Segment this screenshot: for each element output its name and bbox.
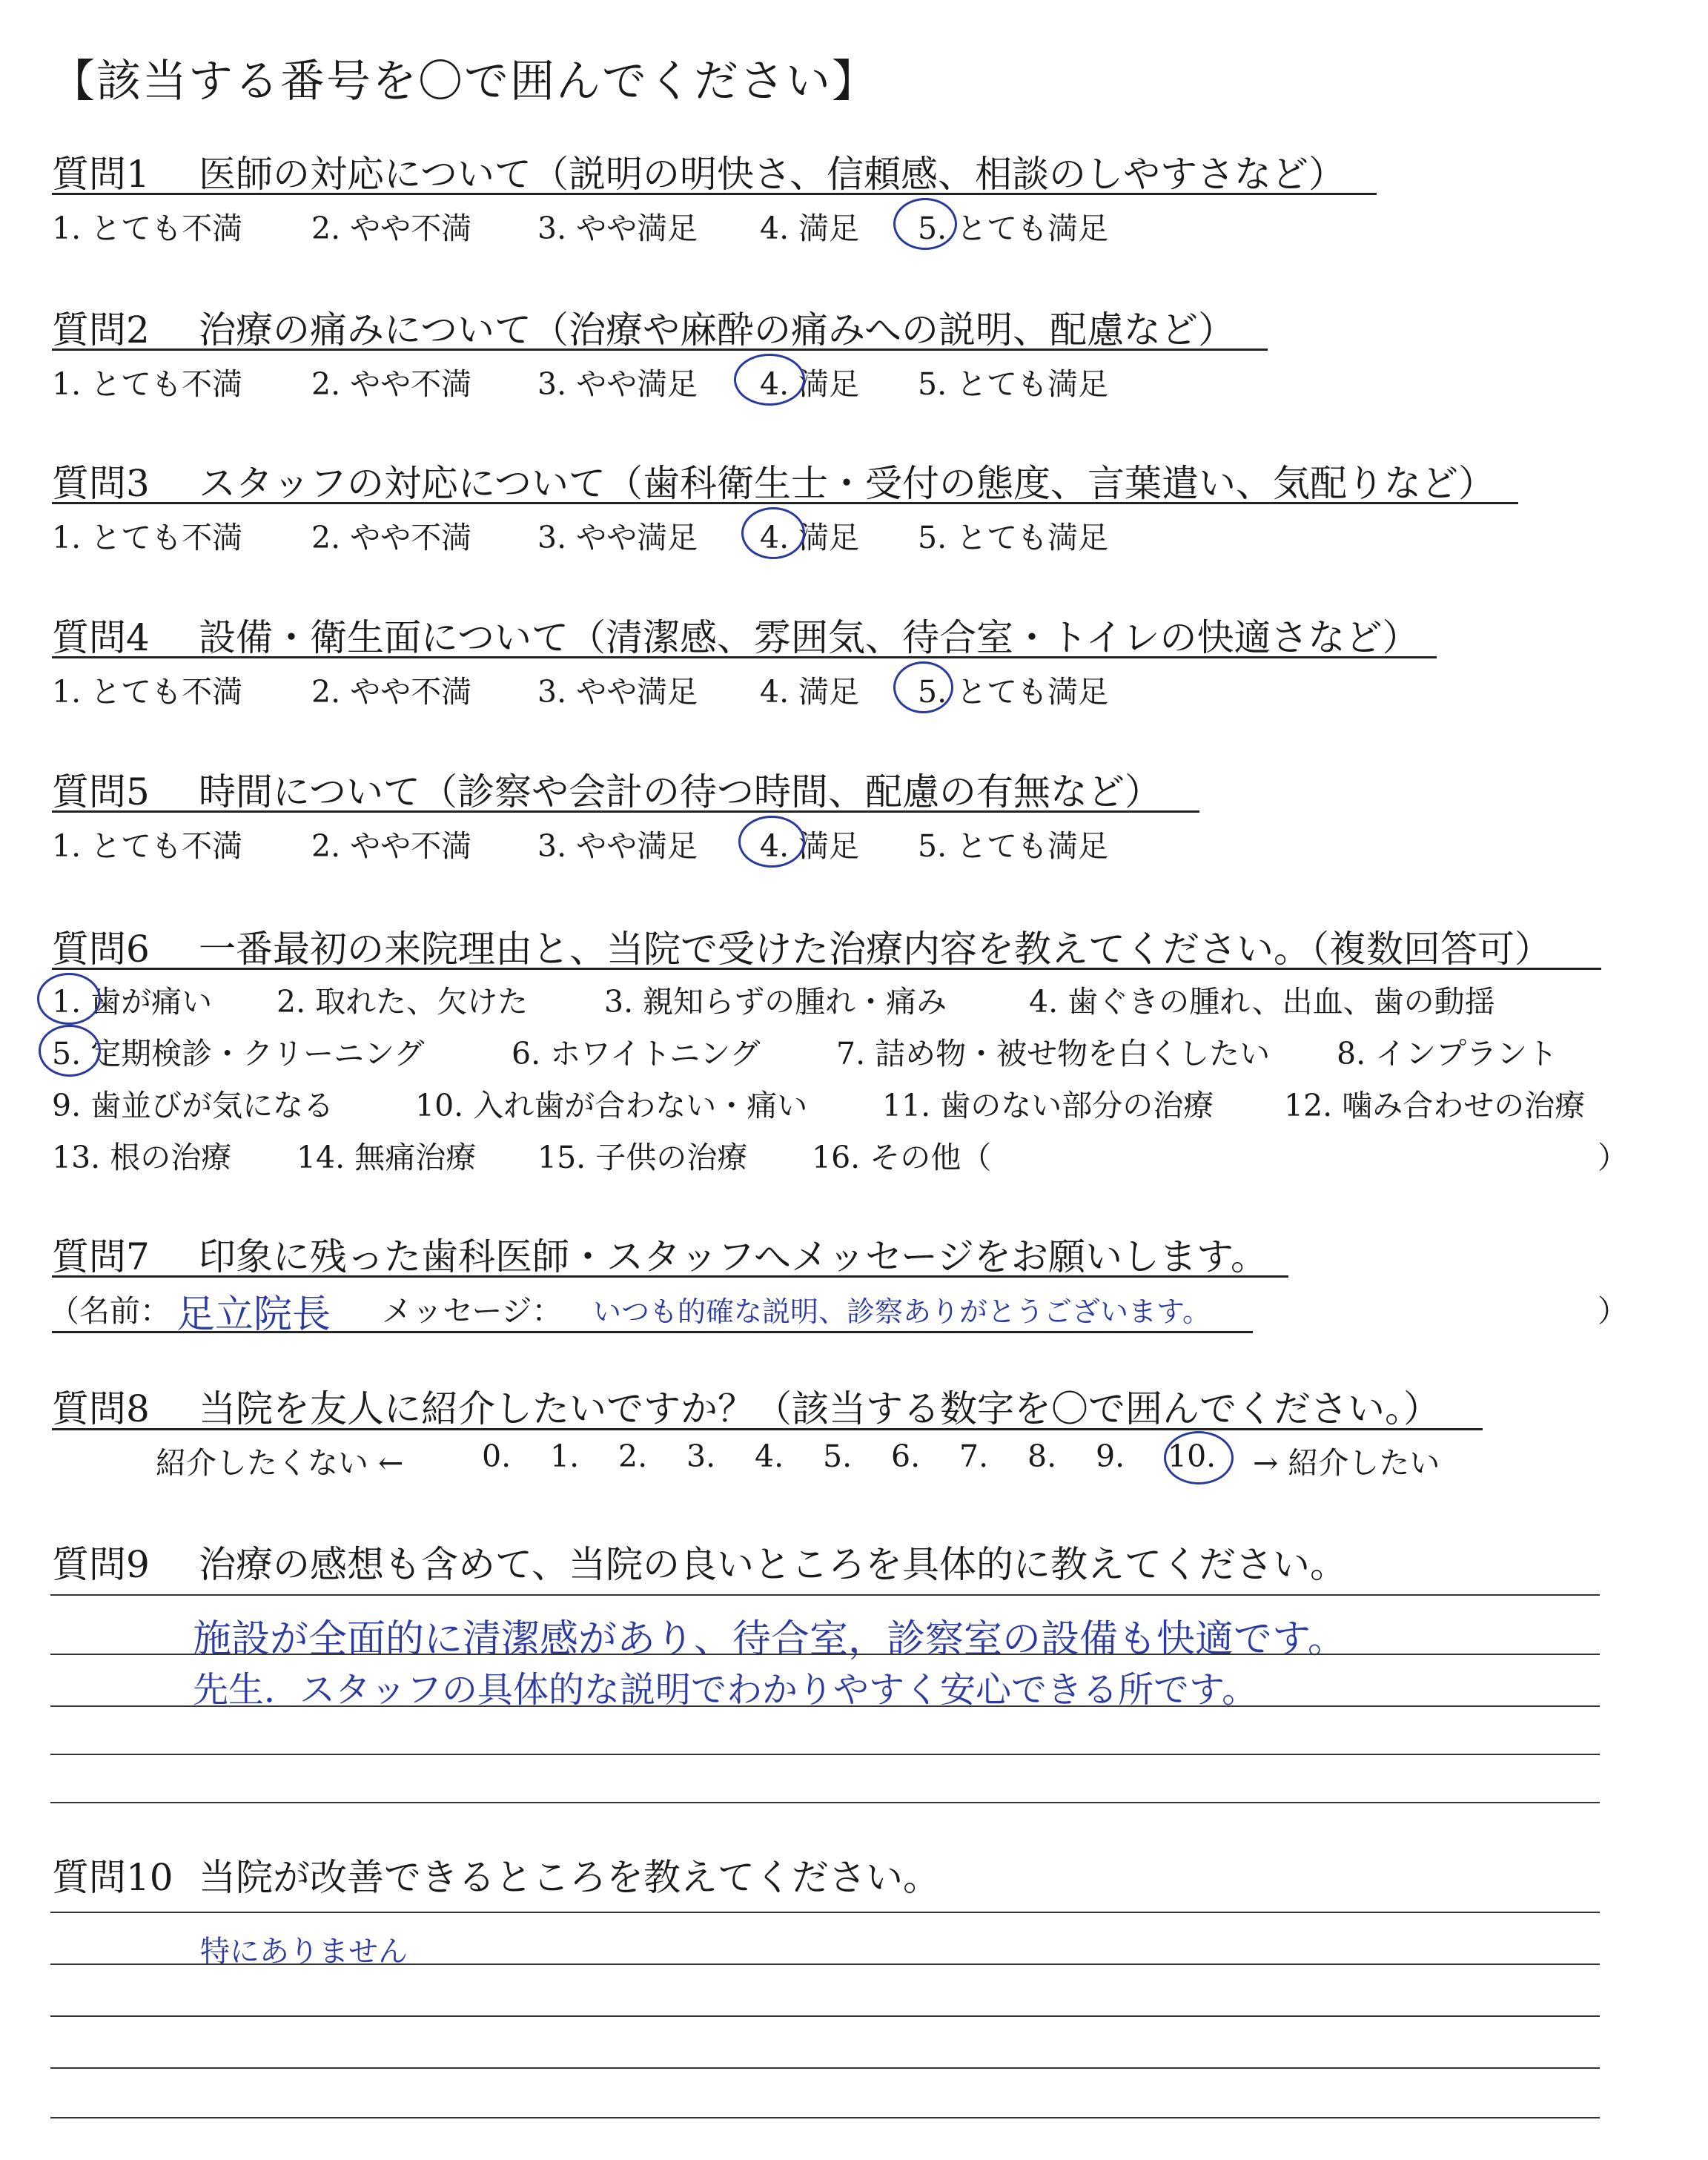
q1-selection-circle [893, 198, 957, 250]
q6-option-12[interactable]: 12. 噛み合わせの治療 [1284, 1088, 1586, 1123]
q3-option-3[interactable]: 3. やや満足 [537, 520, 698, 555]
q8-scale [482, 1439, 1260, 1483]
q8-scale-6[interactable]: 6. [891, 1439, 921, 1474]
q10-line-4 [50, 2067, 1600, 2069]
q2-option-3[interactable]: 3. やや満足 [537, 366, 698, 402]
q5-option-4[interactable]: 4. 満足 [760, 828, 860, 864]
q8-scale-7[interactable]: 7. [959, 1439, 989, 1474]
q3-selection-circle [741, 507, 805, 559]
q4-selection-circle [893, 661, 953, 713]
q2-selection-circle [734, 354, 805, 406]
q6-underline [52, 968, 1601, 970]
q10-line-2 [50, 1964, 1600, 1965]
q1-option-4[interactable]: 4. 満足 [760, 211, 860, 246]
q6-option-4[interactable]: 4. 歯ぐきの腫れ、出血、歯の動揺 [1029, 984, 1495, 1020]
q6-option-15[interactable]: 15. 子供の治療 [537, 1140, 748, 1175]
q7-label: 質問7 [52, 1235, 150, 1278]
q6-option-1[interactable]: 1. 歯が痛い [52, 984, 213, 1020]
q4-underline [52, 656, 1437, 658]
q8-underline [52, 1428, 1483, 1430]
q6-option-3[interactable]: 3. 親知らずの腫れ・痛み [604, 984, 947, 1020]
q5-text: 時間について（診察や会計の待つ時間、配慮の有無など） [199, 770, 1162, 813]
q5-option-3[interactable]: 3. やや満足 [537, 828, 698, 864]
q2-options [52, 360, 1312, 404]
q1-option-3[interactable]: 3. やや満足 [537, 211, 698, 246]
q7-close-paren: ） [1598, 1293, 1628, 1329]
q4-option-4[interactable]: 4. 満足 [760, 674, 860, 710]
q8-scale-4[interactable]: 4. [755, 1439, 784, 1474]
q4-options [52, 667, 1312, 712]
q1-option-5[interactable]: 5. とても満足 [918, 211, 1109, 246]
q7-underline [52, 1275, 1288, 1278]
q8-scale-9[interactable]: 9. [1096, 1439, 1125, 1474]
q9-text: 治療の感想も含めて、当院の良いところを具体的に教えてください。 [199, 1543, 1347, 1586]
q8-selection-circle [1164, 1431, 1234, 1484]
q2-underline [52, 349, 1268, 351]
q6-option-16[interactable]: 16. その他（ [812, 1140, 992, 1175]
q4-option-1[interactable]: 1. とても不満 [52, 674, 243, 710]
q1-option-1[interactable]: 1. とても不満 [52, 211, 243, 246]
q9-label: 質問9 [52, 1543, 150, 1586]
q6-option-6[interactable]: 6. ホワイトニング [512, 1036, 761, 1071]
q2-option-5[interactable]: 5. とても満足 [918, 366, 1109, 402]
q4-text: 設備・衛生面について（清潔感、雰囲気、待合室・トイレの快適さなど） [199, 616, 1420, 659]
q6-row-4 [52, 1133, 1628, 1178]
q2-option-1[interactable]: 1. とても不満 [52, 366, 243, 402]
q8-text: 当院を友人に紹介したいですか？（該当する数字を〇で囲んでください。） [199, 1387, 1440, 1430]
q7-name-label: （名前： [49, 1293, 171, 1329]
q7-message-label: メッセージ： [382, 1293, 563, 1329]
q5-option-2[interactable]: 2. やや不満 [311, 828, 472, 864]
form-header: 【該当する番号を〇で囲んでください】 [50, 56, 878, 108]
q6-option-9[interactable]: 9. 歯並びが気になる [52, 1088, 334, 1123]
q5-options [52, 822, 1312, 866]
q8-scale-3[interactable]: 3. [686, 1439, 716, 1474]
q9-line-2 [50, 1654, 1600, 1655]
q6-option-14[interactable]: 14. 無痛治療 [297, 1140, 477, 1175]
q8-scale-10[interactable]: 10. [1168, 1439, 1217, 1474]
q6-option-10[interactable]: 10. 入れ歯が合わない・痛い [415, 1088, 808, 1123]
q8-scale-1[interactable]: 1. [550, 1439, 580, 1474]
q2-text: 治療の痛みについて（治療や麻酔の痛みへの説明、配慮など） [199, 308, 1235, 351]
q6-label: 質問6 [52, 928, 150, 971]
q3-option-2[interactable]: 2. やや不満 [311, 520, 472, 555]
q9-line-5 [50, 1802, 1600, 1803]
q2-option-4[interactable]: 4. 満足 [760, 366, 860, 402]
q3-options [52, 513, 1312, 558]
q3-option-5[interactable]: 5. とても満足 [918, 520, 1109, 555]
q9-line-4 [50, 1754, 1600, 1755]
q7-message-value[interactable]: いつも的確な説明、診察ありがとうございます。 [593, 1295, 1211, 1328]
q8-scale-8[interactable]: 8. [1027, 1439, 1057, 1474]
q10-line-1 [50, 1912, 1600, 1913]
q2-label: 質問2 [52, 308, 150, 351]
q3-label: 質問3 [52, 462, 150, 505]
q9-line-1 [50, 1594, 1600, 1596]
q1-label: 質問1 [52, 153, 150, 196]
q8-left-label: 紹介したくない ← [156, 1445, 404, 1481]
q6-option-7[interactable]: 7. 詰め物・被せ物を白くしたい [836, 1036, 1271, 1071]
q6-text: 一番最初の来院理由と、当院で受けた治療内容を教えてください。（複数回答可） [199, 928, 1552, 971]
q3-option-1[interactable]: 1. とても不満 [52, 520, 243, 555]
q8-scale-5[interactable]: 5. [823, 1439, 853, 1474]
q8-scale-0[interactable]: 0. [482, 1439, 512, 1474]
q6-selection-circle-5 [39, 1025, 101, 1077]
q5-underline [52, 810, 1199, 813]
q8-scale-2[interactable]: 2. [618, 1439, 648, 1474]
q3-option-4[interactable]: 4. 満足 [760, 520, 860, 555]
q5-option-5[interactable]: 5. とても満足 [918, 828, 1109, 864]
q1-option-2[interactable]: 2. やや不満 [311, 211, 472, 246]
q3-text: スタッフの対応について（歯科衛生士・受付の態度、言葉遣い、気配りなど） [199, 462, 1495, 505]
q4-option-2[interactable]: 2. やや不満 [311, 674, 472, 710]
q6-row-1 [52, 977, 1609, 1022]
q6-option-11[interactable]: 11. 歯のない部分の治療 [882, 1088, 1214, 1123]
q5-option-1[interactable]: 1. とても不満 [52, 828, 243, 864]
q7-name-value[interactable]: 足立院長 [176, 1292, 331, 1337]
q4-label: 質問4 [52, 616, 150, 659]
q6-option-2[interactable]: 2. 取れた、欠けた [277, 984, 529, 1020]
q3-underline [52, 502, 1518, 504]
q8-label: 質問8 [52, 1387, 150, 1430]
q7-name-underline [52, 1331, 1253, 1333]
q6-option-8[interactable]: 8. インプラント [1337, 1036, 1558, 1071]
q7-text: 印象に残った歯科医師・スタッフへメッセージをお願いします。 [199, 1235, 1268, 1278]
q6-selection-circle-1 [37, 973, 101, 1025]
q6-other-close-paren: ） [1598, 1140, 1628, 1175]
q10-answer[interactable]: 特にありません [200, 1935, 408, 1969]
q6-row-3 [52, 1081, 1609, 1126]
q1-text: 医師の対応について（説明の明快さ、信頼感、相談のしやすさなど） [199, 153, 1345, 196]
q9-answer-line-1[interactable]: 施設が全面的に清潔感があり、待合室，診察室の設備も快適です。 [193, 1617, 1346, 1662]
q10-text: 当院が改善できるところを教えてください。 [199, 1856, 940, 1899]
q5-selection-circle [738, 816, 805, 868]
q6-row-2 [52, 1029, 1609, 1074]
q6-option-13[interactable]: 13. 根の治療 [52, 1140, 232, 1175]
q10-line-3 [50, 2015, 1600, 2017]
q2-option-2[interactable]: 2. やや不満 [311, 366, 472, 402]
q1-options [52, 204, 1312, 248]
q9-line-3 [50, 1705, 1600, 1707]
q6-option-5[interactable]: 5. 定期検診・クリーニング [52, 1036, 425, 1071]
q10-label: 質問10 [52, 1856, 173, 1899]
q4-option-5[interactable]: 5. とても満足 [918, 674, 1109, 710]
q8-right-label: → 紹介したい [1253, 1445, 1440, 1481]
q10-line-5 [50, 2117, 1600, 2118]
q5-label: 質問5 [52, 770, 150, 813]
q1-underline [52, 193, 1377, 195]
q9-answer-line-2[interactable]: 先生．スタッフの具体的な説明でわかりやすく安心できる所です。 [193, 1669, 1258, 1711]
q4-option-3[interactable]: 3. やや満足 [537, 674, 698, 710]
